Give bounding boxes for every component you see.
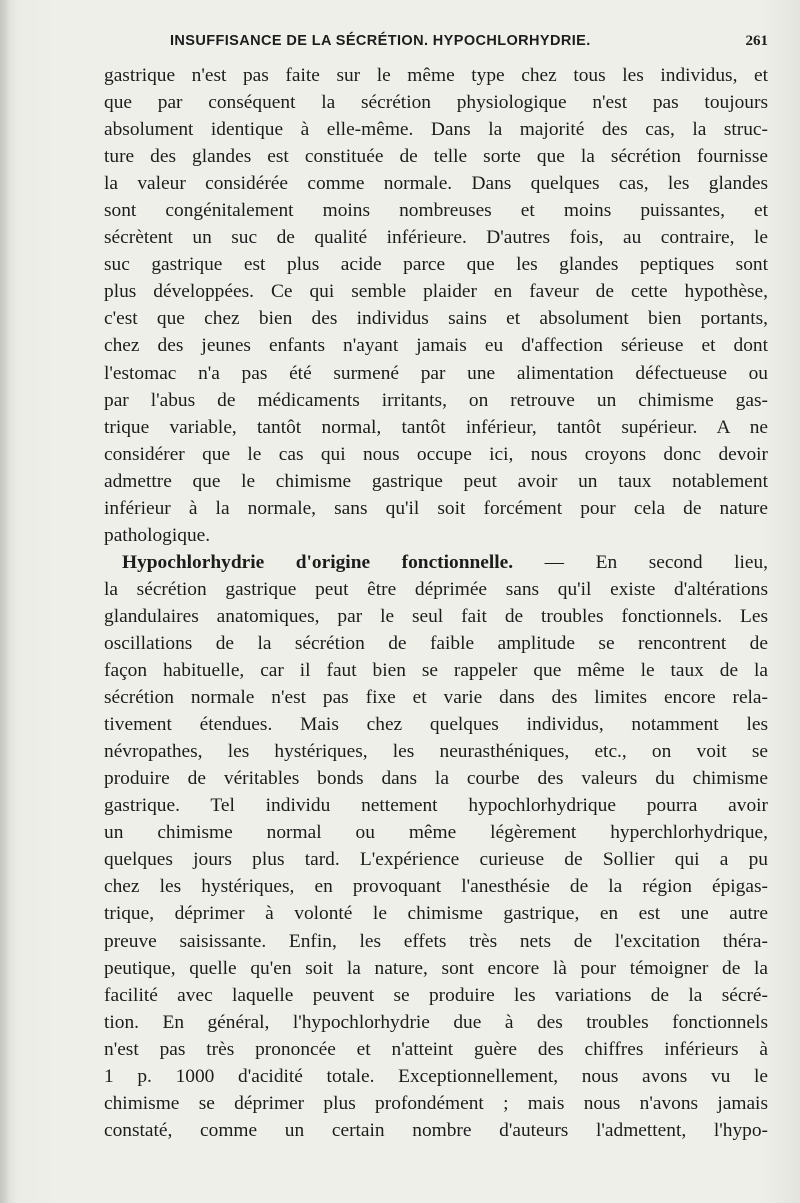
- text-line: produire de véritables bonds dans la courbe des valeurs du chimisme: [104, 768, 768, 790]
- text-line: chimisme se déprimer plus profondément ; mais nous n'avons jamais: [104, 1092, 768, 1114]
- text-line: sécrétion normale n'est pas fixe et varie dans des limites encore rela-: [104, 687, 768, 709]
- page-number: 261: [745, 33, 768, 49]
- text-line: un chimisme normal ou même légèrement hyperchlorhydrique,: [104, 822, 768, 844]
- text-line: n'est pas très prononcée et n'atteint guère des chiffres inférieurs à: [104, 1038, 768, 1060]
- heading-line-rest: — En second lieu,: [513, 551, 769, 573]
- text-line: trique, déprimer à volonté le chimisme gastrique, en est une autre: [104, 903, 768, 925]
- text-line: chez des jeunes enfants n'ayant jamais eu d'affection sérieuse et dont: [104, 335, 768, 357]
- text-line: tion. En général, l'hypochlorhydrie due à des troubles fonctionnels: [104, 1011, 768, 1033]
- text-line: la valeur considérée comme normale. Dans quelques cas, les glandes: [104, 173, 768, 195]
- text-line: que par conséquent la sécrétion physiologique n'est pas toujours: [104, 92, 768, 114]
- running-title: INSUFFISANCE DE LA SÉCRÉTION. HYPOCHLORHYDRIE.: [170, 33, 591, 49]
- text-line: oscillations de la sécrétion de faible amplitude se rencontrent de: [104, 632, 768, 654]
- text-line: c'est que chez bien des individus sains et absolument bien portants,: [104, 308, 768, 330]
- section-heading-line: [104, 549, 768, 576]
- text-line: peutique, quelle qu'en soit la nature, sont encore là pour témoigner de la: [104, 957, 768, 979]
- text-line: chez les hystériques, en provoquant l'anesthésie de la région épigas-: [104, 876, 768, 898]
- text-line: constaté, comme un certain nombre d'auteurs l'admettent, l'hypo-: [104, 1119, 768, 1141]
- text-line: glandulaires anatomiques, par le seul fait de troubles fonctionnels. Les: [104, 605, 768, 627]
- section-heading: Hypochlorhydrie d'origine fonctionnelle.: [122, 551, 514, 573]
- text-line: inférieur à la normale, sans qu'il soit forcément pour cela de nature: [104, 497, 768, 519]
- text-line: plus développées. Ce qui semble plaider en faveur de cette hypothèse,: [104, 281, 768, 303]
- text-line: trique variable, tantôt normal, tantôt inférieur, tantôt supérieur. A ne: [104, 416, 768, 438]
- text-line: l'estomac n'a pas été surmené par une alimentation défectueuse ou: [104, 362, 768, 384]
- body-text: [104, 62, 768, 1144]
- text-line: tivement étendues. Mais chez quelques individus, notamment les: [104, 714, 768, 736]
- text-line: 1 p. 1000 d'acidité totale. Exceptionnellement, nous avons vu le: [104, 1065, 768, 1087]
- text-line: pathologique.: [104, 524, 211, 546]
- text-line: absolument identique à elle-même. Dans la majorité des cas, la struc-: [104, 119, 768, 141]
- text-line: par l'abus de médicaments irritants, on retrouve un chimisme gas-: [104, 389, 768, 411]
- text-line: ture des glandes est constituée de telle sorte que la sécrétion fournisse: [104, 146, 768, 168]
- text-line: preuve saisissante. Enfin, les effets très nets de l'excitation théra-: [104, 930, 768, 952]
- text-line: admettre que le chimisme gastrique peut avoir un taux notablement: [104, 470, 768, 492]
- text-line: suc gastrique est plus acide parce que les glandes peptiques sont: [104, 254, 768, 276]
- text-line: gastrique. Tel individu nettement hypochlorhydrique pourra avoir: [104, 795, 768, 817]
- text-line: façon habituelle, car il faut bien se rappeler que même le taux de la: [104, 660, 768, 682]
- text-line: facilité avec laquelle peuvent se produire les variations de la sécré-: [104, 984, 768, 1006]
- text-line: gastrique n'est pas faite sur le même type chez tous les individus, et: [104, 65, 768, 86]
- text-line: névropathes, les hystériques, les neurasthéniques, etc., on voit se: [104, 741, 768, 763]
- page-binding-shadow: [0, 0, 10, 1203]
- running-header: [104, 28, 768, 58]
- text-line: considérer que le cas qui nous occupe ici, nous croyons donc devoir: [104, 443, 768, 465]
- text-line: sécrètent un suc de qualité inférieure. D'autres fois, au contraire, le: [104, 227, 768, 249]
- text-line: sont congénitalement moins nombreuses et moins puissantes, et: [104, 200, 768, 222]
- text-line: quelques jours plus tard. L'expérience curieuse de Sollier qui a pu: [104, 849, 768, 871]
- text-line: la sécrétion gastrique peut être déprimée sans qu'il existe d'altérations: [104, 578, 768, 600]
